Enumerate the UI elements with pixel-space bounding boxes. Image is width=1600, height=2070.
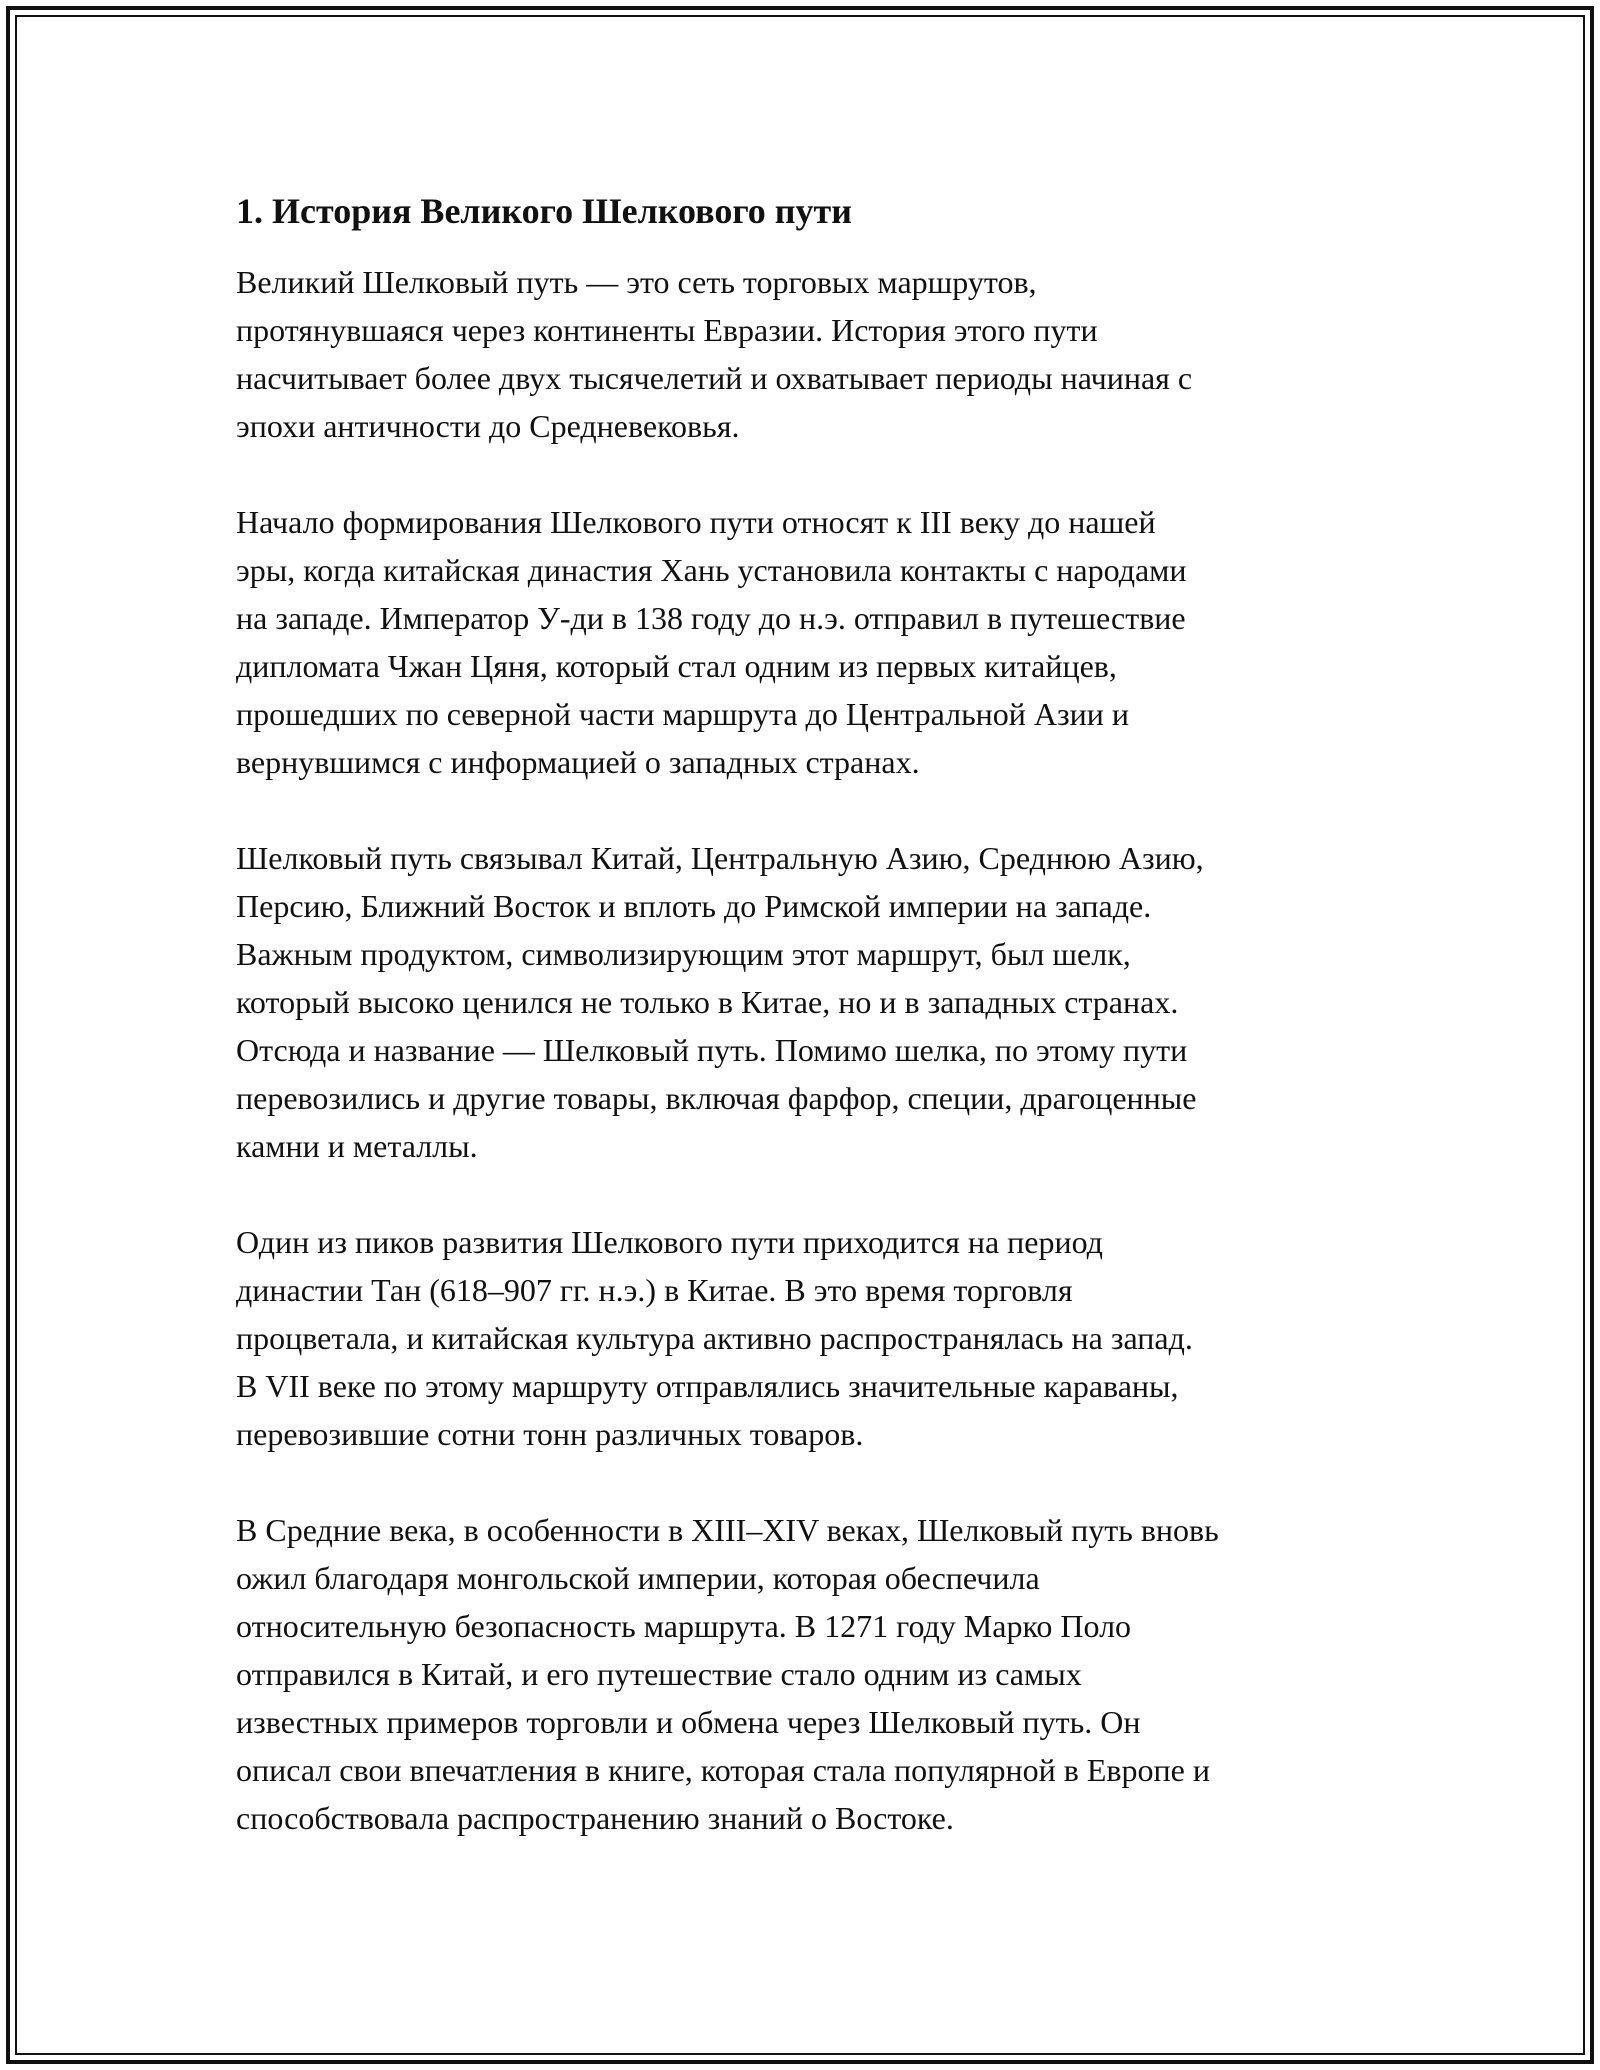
text-line: протянувшаяся через континенты Евразии. История этого пути: [236, 312, 1098, 348]
text-line: способствовала распространению знаний о Востоке.: [236, 1800, 954, 1836]
text-line: перевозившие сотни тонн различных товаров.: [236, 1416, 864, 1452]
paragraph-geography: [236, 834, 1376, 1170]
text-line: известных примеров торговли и обмена через Шелковый путь. Он: [236, 1704, 1141, 1740]
text-line: камни и металлы.: [236, 1128, 478, 1164]
paragraph-intro: [236, 258, 1376, 450]
text-line: описал свои впечатления в книге, которая стала популярной в Европе и: [236, 1752, 1210, 1788]
paragraph-middle-ages: [236, 1506, 1376, 1842]
document-body: [236, 186, 1376, 1890]
text-line: Великий Шелковый путь — это сеть торговых маршрутов,: [236, 264, 1037, 300]
text-line: на западе. Император У-ди в 138 году до н.э. отправил в путешествие: [236, 600, 1186, 636]
text-line: прошедших по северной части маршрута до Центральной Азии и: [236, 696, 1130, 732]
text-line: перевозились и другие товары, включая фарфор, специи, драгоценные: [236, 1080, 1197, 1116]
text-line: насчитывает более двух тысячелетий и охватывает периоды начиная с: [236, 360, 1193, 396]
text-line: процветала, и китайская культура активно распространялась на запад.: [236, 1320, 1193, 1356]
text-line: эпохи античности до Средневековья.: [236, 408, 740, 444]
text-line: Персию, Ближний Восток и вплоть до Римской империи на западе.: [236, 888, 1152, 924]
text-line: Один из пиков развития Шелкового пути приходится на период: [236, 1224, 1103, 1260]
text-line: дипломата Чжан Цяня, который стал одним из первых китайцев,: [236, 648, 1117, 684]
text-line: В Средние века, в особенности в XIII–XIV веках, Шелковый путь вновь: [236, 1512, 1219, 1548]
section-title: 1. История Великого Шелкового пути: [236, 191, 852, 231]
text-line: отправился в Китай, и его путешествие стало одним из самых: [236, 1656, 1082, 1692]
text-line: который высоко ценился не только в Китае, но и в западных странах.: [236, 984, 1179, 1020]
text-line: ожил благодаря монгольской империи, которая обеспечила: [236, 1560, 1040, 1596]
text-line: династии Тан (618–907 гг. н.э.) в Китае. В это время торговля: [236, 1272, 1073, 1308]
text-line: В VII веке по этому маршруту отправлялись значительные караваны,: [236, 1368, 1179, 1404]
text-line: вернувшимся с информацией о западных странах.: [236, 744, 920, 780]
text-line: Отсюда и название — Шелковый путь. Помимо шелка, по этому пути: [236, 1032, 1188, 1068]
text-line: Начало формирования Шелкового пути относят к III веку до нашей: [236, 504, 1156, 540]
text-line: относительную безопасность маршрута. В 1271 году Марко Поло: [236, 1608, 1132, 1644]
text-line: Шелковый путь связывал Китай, Центральную Азию, Среднюю Азию,: [236, 840, 1204, 876]
text-line: эры, когда китайская династия Хань установила контакты с народами: [236, 552, 1187, 588]
text-line: Важным продуктом, символизирующим этот маршрут, был шелк,: [236, 936, 1131, 972]
paragraph-tang-dynasty: [236, 1218, 1376, 1458]
paragraph-origins: [236, 498, 1376, 786]
